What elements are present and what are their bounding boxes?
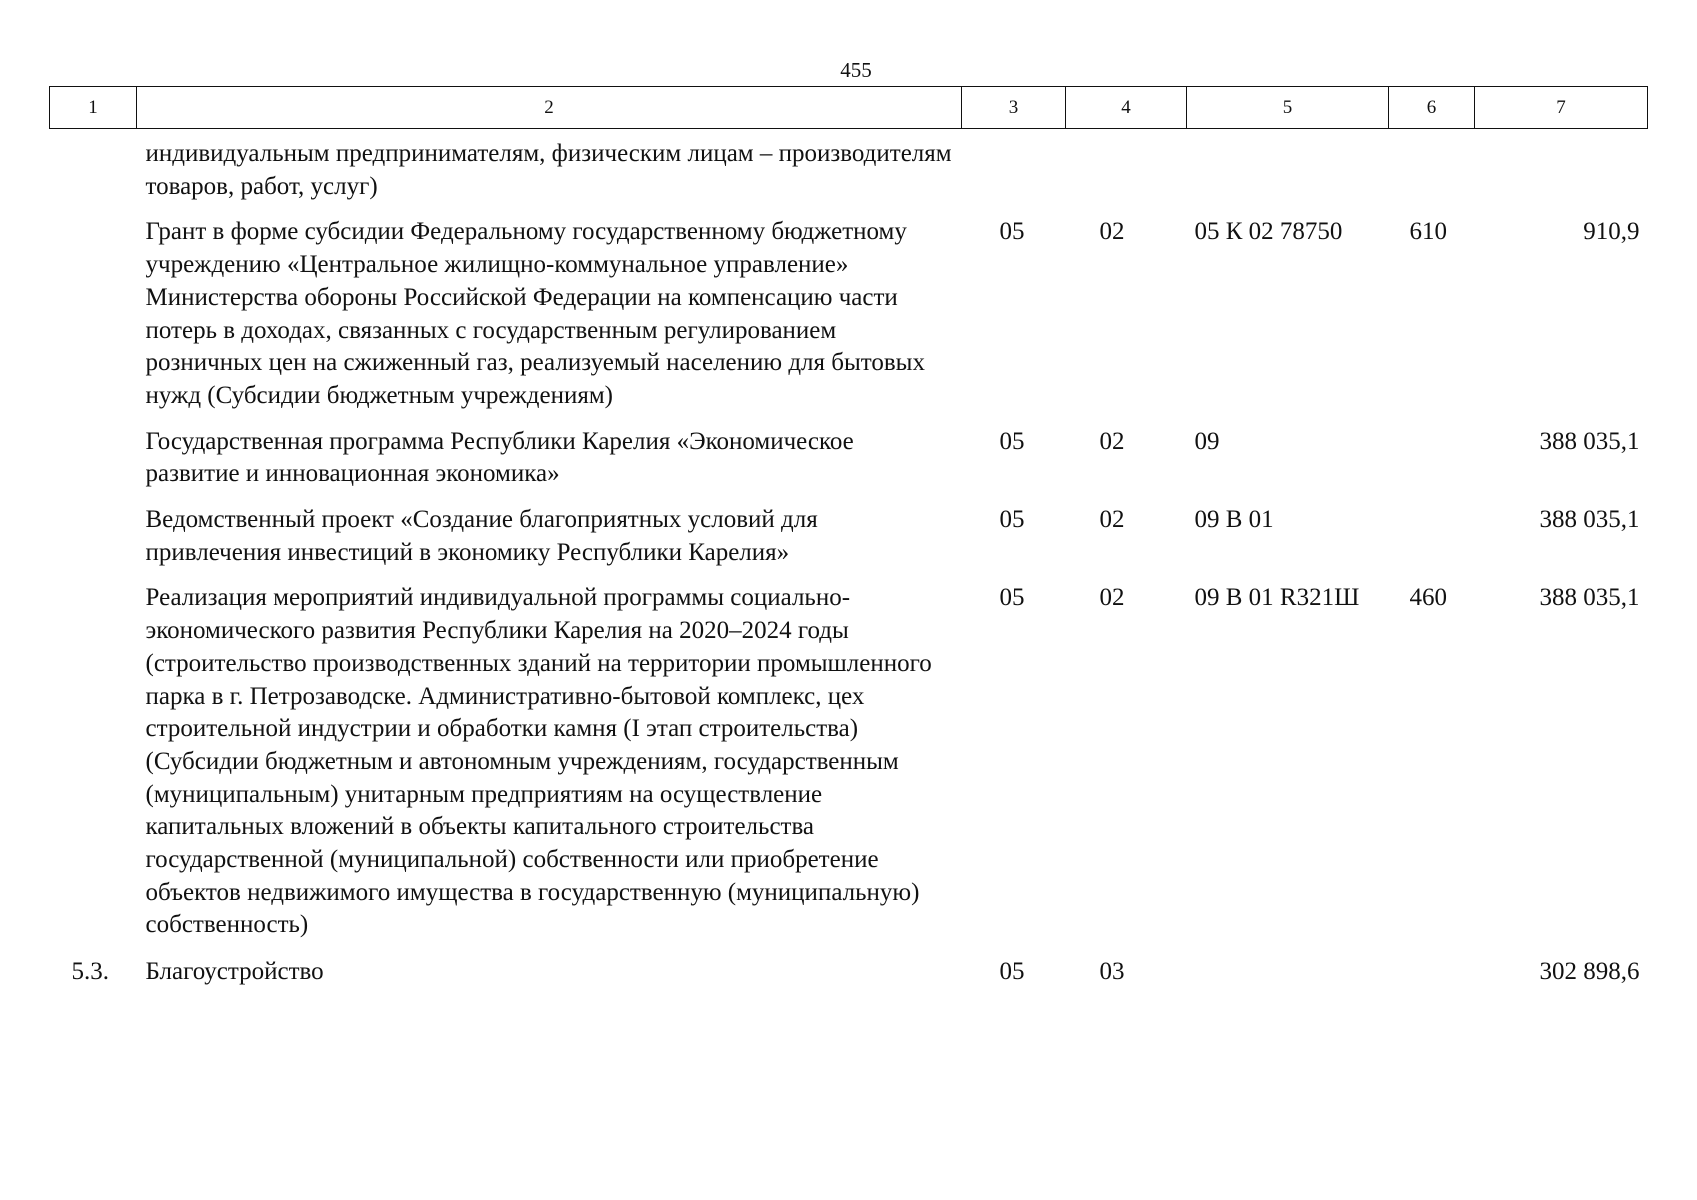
budget-table xyxy=(49,86,1648,1002)
target-article-code xyxy=(1187,129,1389,217)
row-number xyxy=(50,129,137,217)
amount: 388 035,1 xyxy=(1539,584,1640,612)
table-row xyxy=(50,582,1648,955)
subsection-code: 02 xyxy=(1099,427,1125,455)
row-number xyxy=(50,504,137,582)
amount: 388 035,1 xyxy=(1539,506,1640,534)
target-article-code: 05 К 02 78750 xyxy=(1194,218,1343,246)
column-number-header-row xyxy=(50,87,1648,129)
section-code: 05 xyxy=(999,218,1025,246)
table-row xyxy=(50,426,1648,504)
column-header-4: 4 xyxy=(1066,87,1187,129)
row-description: Государственная программа Республики Карелия «Экономическое развитие и инновационная экономика» xyxy=(145,427,854,488)
section-code: 05 xyxy=(999,506,1025,534)
row-description: Грант в форме субсидии Федеральному государственному бюджетному учреждению «Центральное жилищно-коммунальное управление» Министерства обороны Российской Федерации на компенсацию части потерь в доходах, связанных с государственным регулированием розничных цен на сжиженный газ, реализуемый населению для бытовых нужд (Субсидии бюджетным учреждениям) xyxy=(145,218,925,409)
section-code: 05 xyxy=(999,958,1025,986)
row-number xyxy=(50,216,137,425)
expense-type-code xyxy=(1389,955,1475,1002)
row-number: 5.3. xyxy=(71,958,109,986)
table-row xyxy=(50,955,1648,1002)
subsection-code: 02 xyxy=(1099,218,1125,246)
column-header-1: 1 xyxy=(50,87,137,129)
expense-type-code: 610 xyxy=(1409,218,1447,246)
table-row xyxy=(50,129,1648,217)
table-row xyxy=(50,504,1648,582)
section-code xyxy=(962,129,1066,217)
target-article-code: 09 В 01 R321Ш xyxy=(1194,584,1360,612)
row-description: индивидуальным предпринимателям, физическим лицам – производителям товаров, работ, услуг) xyxy=(145,140,952,200)
subsection-code: 02 xyxy=(1099,506,1125,534)
row-description: Реализация мероприятий индивидуальной программы социально-экономического развития Республики Карелия на 2020–2024 годы (строительство производственных зданий на территории промышленного парка в г. Петрозаводске. Административно-бытовой комплекс, цех строительной индустрии и обработки камня (I этап строительства) (Субсидии бюджетным и автономным учреждениям, государственным (муниципальным) унитарным предприятиям на осуществление капитальных вложений в объекты капитального строительства государственной (муниципальной) собственности или приобретение объектов недвижимого имущества в государственную (муниципальную) собственность) xyxy=(145,584,932,939)
row-description: Ведомственный проект «Создание благоприятных условий для привлечения инвестиций в экономику Республики Карелия» xyxy=(145,506,818,566)
column-header-7: 7 xyxy=(1475,87,1648,129)
subsection-code: 03 xyxy=(1099,958,1125,986)
expense-type-code xyxy=(1389,129,1475,217)
column-header-6: 6 xyxy=(1389,87,1475,129)
page-number: 455 xyxy=(840,58,872,82)
row-description: Благоустройство xyxy=(145,958,324,986)
row-number xyxy=(50,582,137,955)
table-row xyxy=(50,216,1648,425)
column-header-5: 5 xyxy=(1187,87,1389,129)
amount: 388 035,1 xyxy=(1539,427,1640,455)
section-code: 05 xyxy=(999,427,1025,455)
expense-type-code: 460 xyxy=(1409,584,1447,612)
target-article-code: 09 В 01 xyxy=(1194,506,1274,534)
amount: 302 898,6 xyxy=(1539,958,1640,986)
section-code: 05 xyxy=(999,584,1025,612)
column-header-3: 3 xyxy=(962,87,1066,129)
expense-type-code xyxy=(1389,426,1475,504)
target-article-code xyxy=(1187,955,1389,1002)
expense-type-code xyxy=(1389,504,1475,582)
subsection-code xyxy=(1066,129,1187,217)
target-article-code: 09 xyxy=(1194,427,1220,455)
amount xyxy=(1475,129,1648,217)
column-header-2: 2 xyxy=(137,87,962,129)
amount: 910,9 xyxy=(1583,218,1640,246)
row-number xyxy=(50,426,137,504)
subsection-code: 02 xyxy=(1099,584,1125,612)
